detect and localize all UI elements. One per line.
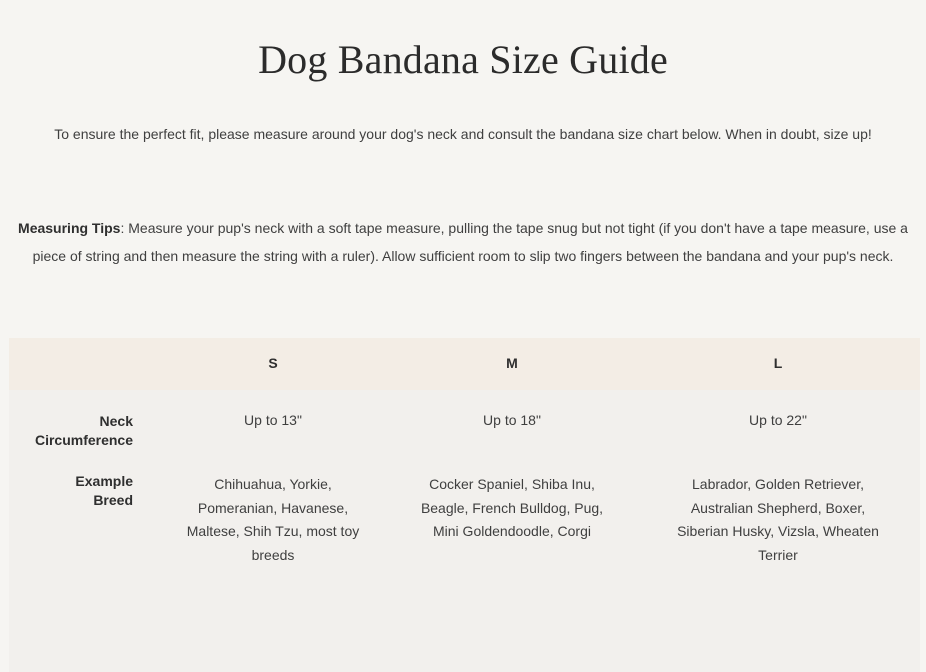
column-header-l: L xyxy=(773,355,783,371)
row-label-breed: Example Breed xyxy=(75,473,133,508)
tips-text: : Measure your pup's neck with a soft tape measure, pulling the tape snug but not tight (if you don't have a tape measure, use a piece of string and then measure the string with a ruler). Allow sufficient room to slip two fingers between the bandana and your pup's neck. xyxy=(32,220,908,264)
column-header-s: S xyxy=(268,355,278,371)
size-table xyxy=(9,338,920,672)
tips-label: Measuring Tips xyxy=(18,220,121,236)
intro-text: To ensure the perfect fit, please measure around your dog's neck and consult the bandana size chart below. When in doubt, size up! xyxy=(54,126,872,142)
cell-neck-s: Up to 13" xyxy=(244,412,302,428)
cell-breed-s: Chihuahua, Yorkie, Pomeranian, Havanese, Maltese, Shih Tzu, most toy breeds xyxy=(186,476,360,563)
row-label-neck: Neck Circumference xyxy=(34,413,133,448)
cell-breed-l: Labrador, Golden Retriever, Australian Shepherd, Boxer, Siberian Husky, Vizsla, Wheaten Terrier xyxy=(677,476,879,563)
column-header-m: M xyxy=(506,355,518,371)
page-title: Dog Bandana Size Guide xyxy=(258,37,668,82)
table-header xyxy=(9,338,920,390)
cell-neck-m: Up to 18" xyxy=(483,412,541,428)
measuring-tips xyxy=(8,214,918,270)
cell-breed-m: Cocker Spaniel, Shiba Inu, Beagle, French Bulldog, Pug, Mini Goldendoodle, Corgi xyxy=(420,476,604,539)
cell-neck-l: Up to 22" xyxy=(749,412,807,428)
